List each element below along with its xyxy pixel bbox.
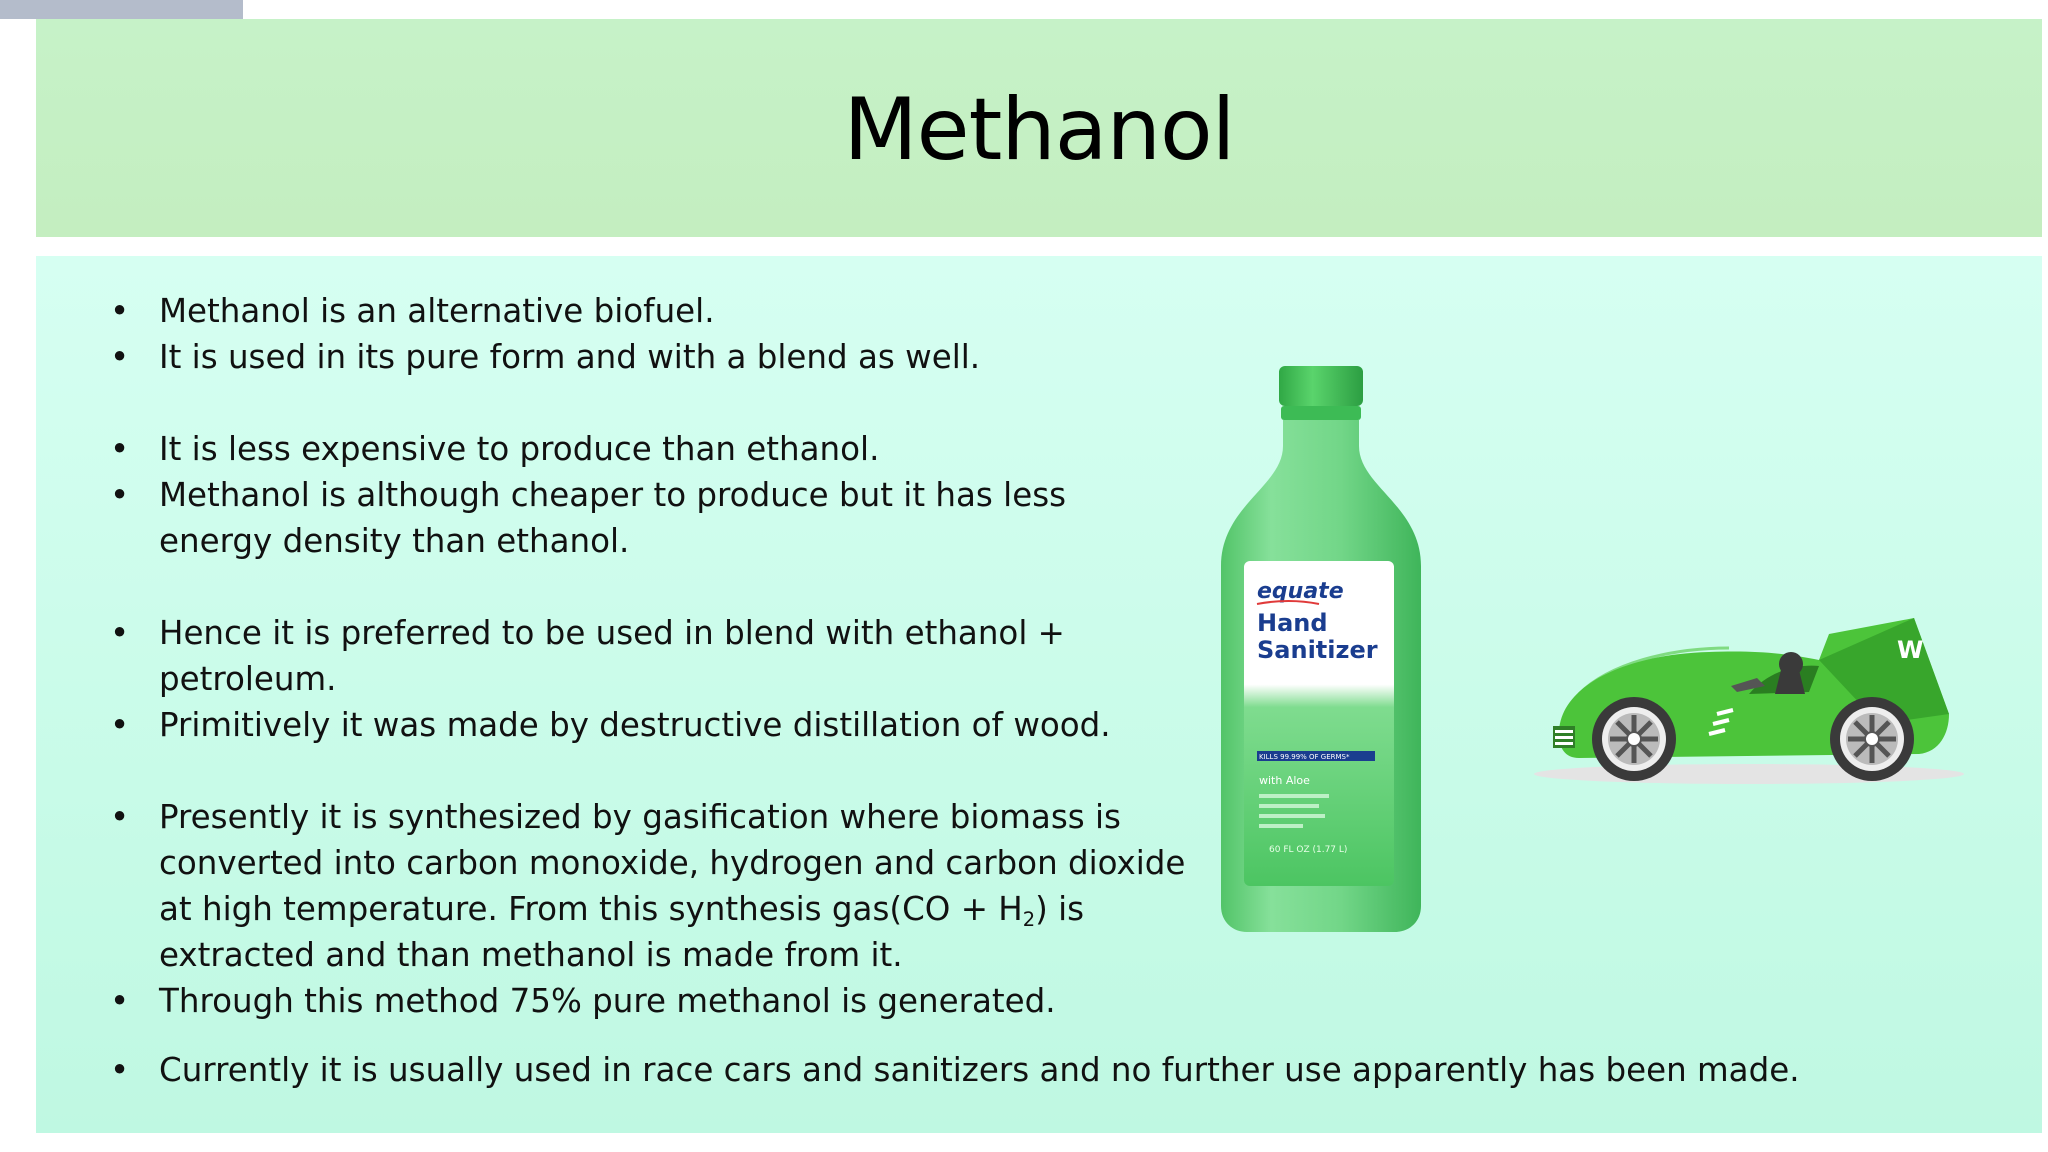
svg-text:KILLS 99.99% OF GERMS*: KILLS 99.99% OF GERMS* — [1259, 753, 1350, 761]
content-area: • Methanol is an alternative biofuel. • It is used in its pure form and with a blend as well. • It is less expensive to produce than ethanol. • Methanol is although cheaper to produce but it has less energy density than ethanol. • Hence it is preferred to be used in blend with ethanol + petroleum. • Primitively it was made by destructive distillation of wood. • Presently it is synthesized by gasification where biomass is converted into carbon monoxide, hydrogen and carbon dioxide at high temperature. From this synthesis $gas(CO + H_2)$ is extracted and than methanol is made from it. • Through this method 75% pure methanol is generated. • Currently it is usually used in race cars and sanitizers and no further use apparently has been made. equate Hand Sanitizer KILLS 99.99% OF GERMS* with Aloe 60 FL OZ (1.77 L) W — [36, 256, 2042, 1133]
race-car-image — [1519, 574, 1979, 809]
svg-text:Sanitizer: Sanitizer — [1257, 636, 1378, 664]
hand-sanitizer-bottle-image — [1199, 366, 1449, 941]
slide-tab-indicator — [0, 0, 243, 19]
svg-text:W: W — [1897, 636, 1924, 664]
svg-text:equate: equate — [1257, 579, 1344, 604]
svg-text:with Aloe: with Aloe — [1259, 774, 1310, 787]
svg-text:Hand: Hand — [1257, 609, 1328, 637]
svg-text:60 FL OZ (1.77 L): 60 FL OZ (1.77 L) — [1269, 845, 1348, 855]
title-band — [36, 19, 2042, 237]
slide-title: Methanol — [843, 80, 1235, 180]
